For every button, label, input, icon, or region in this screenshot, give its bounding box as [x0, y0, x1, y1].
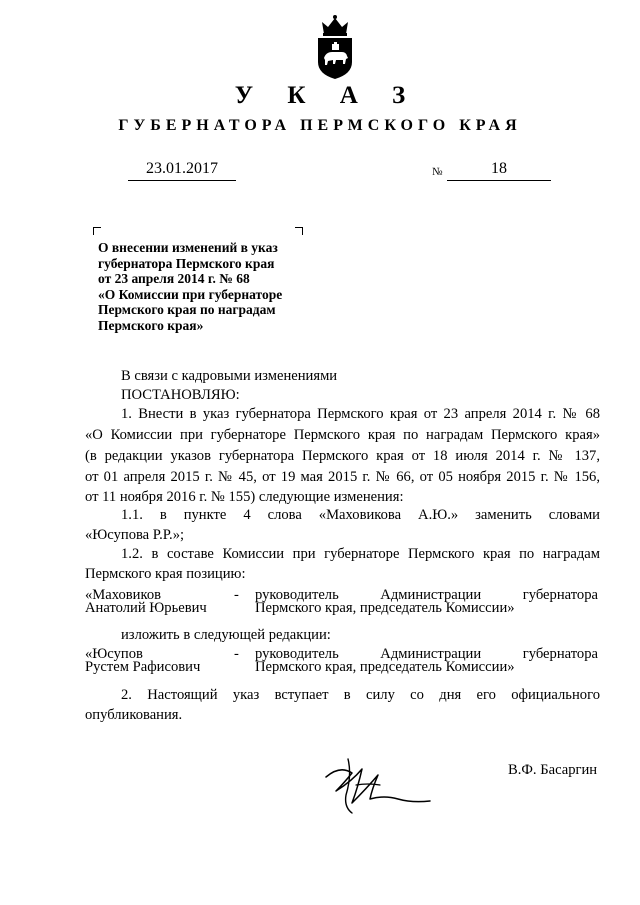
number-label: №	[432, 166, 443, 178]
subject-corner-left	[93, 227, 101, 235]
item1-line: от 01 апреля 2015 г. № 45, от 19 мая 2015 г. № 66, от 05 ноября 2015 г. № 156,	[85, 469, 600, 485]
subject-line: Пермского края»	[98, 317, 204, 333]
item1-1-line: 1.1. в пункте 4 слова «Маховикова А.Ю.» заменить словами	[121, 507, 600, 523]
subject-line: от 23 апреля 2014 г. № 68	[98, 271, 250, 287]
item2-line: опубликования.	[85, 707, 183, 723]
replace-instruction: изложить в следующей редакции:	[121, 627, 331, 643]
subject-heading	[98, 240, 328, 334]
item1-line: 1. Внести в указ губернатора Пермского края от 23 апреля 2014 г. № 68	[121, 406, 600, 422]
old-position-name: Анатолий Юрьевич	[85, 600, 207, 616]
item1-line: «О Комиссии при губернаторе Пермского края по наградам Пермского края»	[85, 427, 600, 443]
new-position-role: руководитель Администрации губернатора	[255, 646, 598, 662]
preamble: В связи с кадровыми изменениями	[121, 368, 338, 384]
subject-corner-right	[295, 227, 303, 235]
subject-line: «О Комиссии при губернаторе	[98, 286, 283, 302]
old-position-role: руководитель Администрации губернатора	[255, 587, 598, 603]
position-dash: -	[234, 646, 239, 662]
item1-2-line: Пермского края позицию:	[85, 566, 246, 582]
item1-1-line: «Юсупова Р.Р.»;	[85, 527, 185, 543]
coat-of-arms-emblem	[312, 14, 358, 80]
position-dash: -	[234, 587, 239, 603]
subject-line: губернатора Пермского края	[98, 255, 275, 271]
handwritten-signature	[322, 755, 434, 817]
old-position-name: «Маховиков	[85, 587, 162, 603]
document-subtitle: ГУБЕРНАТОРА ПЕРМСКОГО КРАЯ	[118, 117, 522, 134]
decree-word: ПОСТАНОВЛЯЮ:	[121, 387, 240, 403]
subject-line: Пермского края по наградам	[98, 302, 276, 318]
document-title: У К А З	[234, 82, 420, 109]
item2-line: 2. Настоящий указ вступает в силу со дня его официального	[121, 687, 600, 703]
item1-2-line: 1.2. в составе Комиссии при губернаторе Пермского края по наградам	[121, 546, 600, 562]
new-position-role: Пермского края, председатель Комиссии»	[255, 659, 515, 675]
new-position-name: «Юсупов	[85, 646, 143, 662]
document-date: 23.01.2017	[128, 160, 236, 181]
item1-line: от 11 ноября 2016 г. № 155) следующие изменения:	[85, 489, 404, 505]
new-position-name: Рустем Рафисович	[85, 659, 201, 675]
item1-line: (в редакции указов губернатора Пермского края от 18 июля 2014 г. № 137,	[85, 448, 600, 464]
document-number: 18	[447, 160, 551, 181]
subject-line: О внесении изменений в указ	[98, 240, 278, 255]
old-position-role: Пермского края, председатель Комиссии»	[255, 600, 515, 616]
signer-name: В.Ф. Басаргин	[508, 762, 598, 778]
